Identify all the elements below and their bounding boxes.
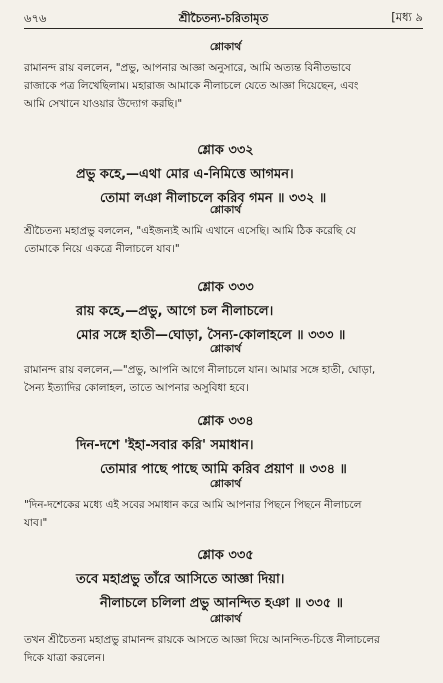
verse-line: তবে মহাপ্রভু তাঁরে আসিতে আজ্ঞা দিয়া। [76, 572, 285, 587]
translation-block-335 [24, 612, 427, 667]
translation-label: শ্লোকার্থ [209, 343, 242, 355]
verse-line: দিন-দশে 'ইহা-সবার করি' সমাধান। [76, 438, 254, 453]
verse-number: শ্লোক ৩৩৪ [197, 414, 254, 429]
translation-line: রাজাকে পত্র লিখেছিলাম। মহারাজ আমাকে নীলাচলে যেতে আজ্ঞা দিয়েছেন, এবং [24, 80, 359, 92]
translation-line: তোমাকে নিয়ে একত্রে নীলাচলে যাব।" [24, 243, 180, 255]
verse-number: শ্লোক ৩৩৩ [197, 280, 254, 295]
translation-label: শ্লোকার্থ [209, 204, 242, 216]
verse-block-333 [24, 278, 427, 347]
verse-line: প্রভু কহে,—এথা মোর এ-নিমিত্তে আগমন। [76, 167, 294, 182]
verse-line: নীলাচলে চলিলা প্রভু আনন্দিত হঞা ॥ ৩৩৫ ॥ [100, 596, 344, 611]
translation-block-333 [24, 342, 427, 397]
verse-line: মোর সঙ্গে হাতী—ঘোড়া, সৈন্য-কোলাহলে ॥ ৩৩৩ ॥ [76, 328, 346, 343]
translation-line: তখন শ্রীচৈতন্য মহাপ্রভু রামানন্দ রায়কে আসতে আজ্ঞা দিয়ে আনন্দিত-চিত্তে নীলাচলের [24, 634, 380, 646]
translation-block-332 [24, 203, 427, 258]
translation-line: শ্রীচৈতন্য মহাপ্রভু বললেন, "এইজন্যই আমি এখানে এসেছি। আমি ঠিক করেছি যে [24, 225, 356, 237]
verse-block-335 [24, 546, 427, 615]
verse-line: তোমা লঞা নীলাচলে করিব গমন ॥ ৩৩২ ॥ [100, 191, 327, 206]
running-header [24, 8, 423, 29]
translation-label: শ্লোকার্থ [209, 41, 242, 53]
verse-line: রায় কহে,—প্রভু, আগে চল নীলাচলে। [76, 304, 274, 319]
chapter-marker: [মধ্য ৯ [391, 10, 423, 24]
translation-line: রামানন্দ রায় বললেন,—"প্রভু, আপনি আগে নীলাচলে যান। আমার সঙ্গে হাতী, ঘোড়া, [24, 364, 376, 376]
translation-line: দিকে যাত্রা করলেন। [24, 652, 105, 664]
book-title: শ্রীচৈতন্য-চরিতামৃত [178, 11, 269, 25]
translation-line: যাব।" [24, 517, 48, 529]
page-number: ৬৭৬ [24, 11, 47, 25]
translation-line: সৈন্য ইত্যাদির কোলাহল, তাতে আপনার অসুবিধা হবে। [24, 382, 249, 394]
translation-label: শ্লোকার্থ [209, 478, 242, 490]
verse-block-332 [24, 141, 427, 210]
translation-block-331 [24, 40, 427, 113]
translation-label: শ্লোকার্থ [209, 613, 242, 625]
translation-line: আমি সেখানে যাওয়ার উদ্যোগ করছি।" [24, 98, 183, 110]
verse-line: তোমার পাছে পাছে আমি করিব প্রয়াণ ॥ ৩৩৪ ॥ [100, 462, 347, 477]
verse-block-334 [24, 412, 427, 481]
translation-line: রামানন্দ রায় বললেন, "প্রভু, আপনার আজ্ঞা অনুসারে, আমি অত্যন্ত বিনীতভাবে [24, 62, 351, 74]
verse-number: শ্লোক ৩৩৫ [197, 548, 254, 563]
verse-number: শ্লোক ৩৩২ [197, 143, 254, 158]
translation-block-334 [24, 477, 427, 532]
translation-line: "দিন-দশেকের মধ্যে এই সবের সমাধান করে আমি আপনার পিছনে পিছনে নীলাচলে [24, 499, 362, 511]
